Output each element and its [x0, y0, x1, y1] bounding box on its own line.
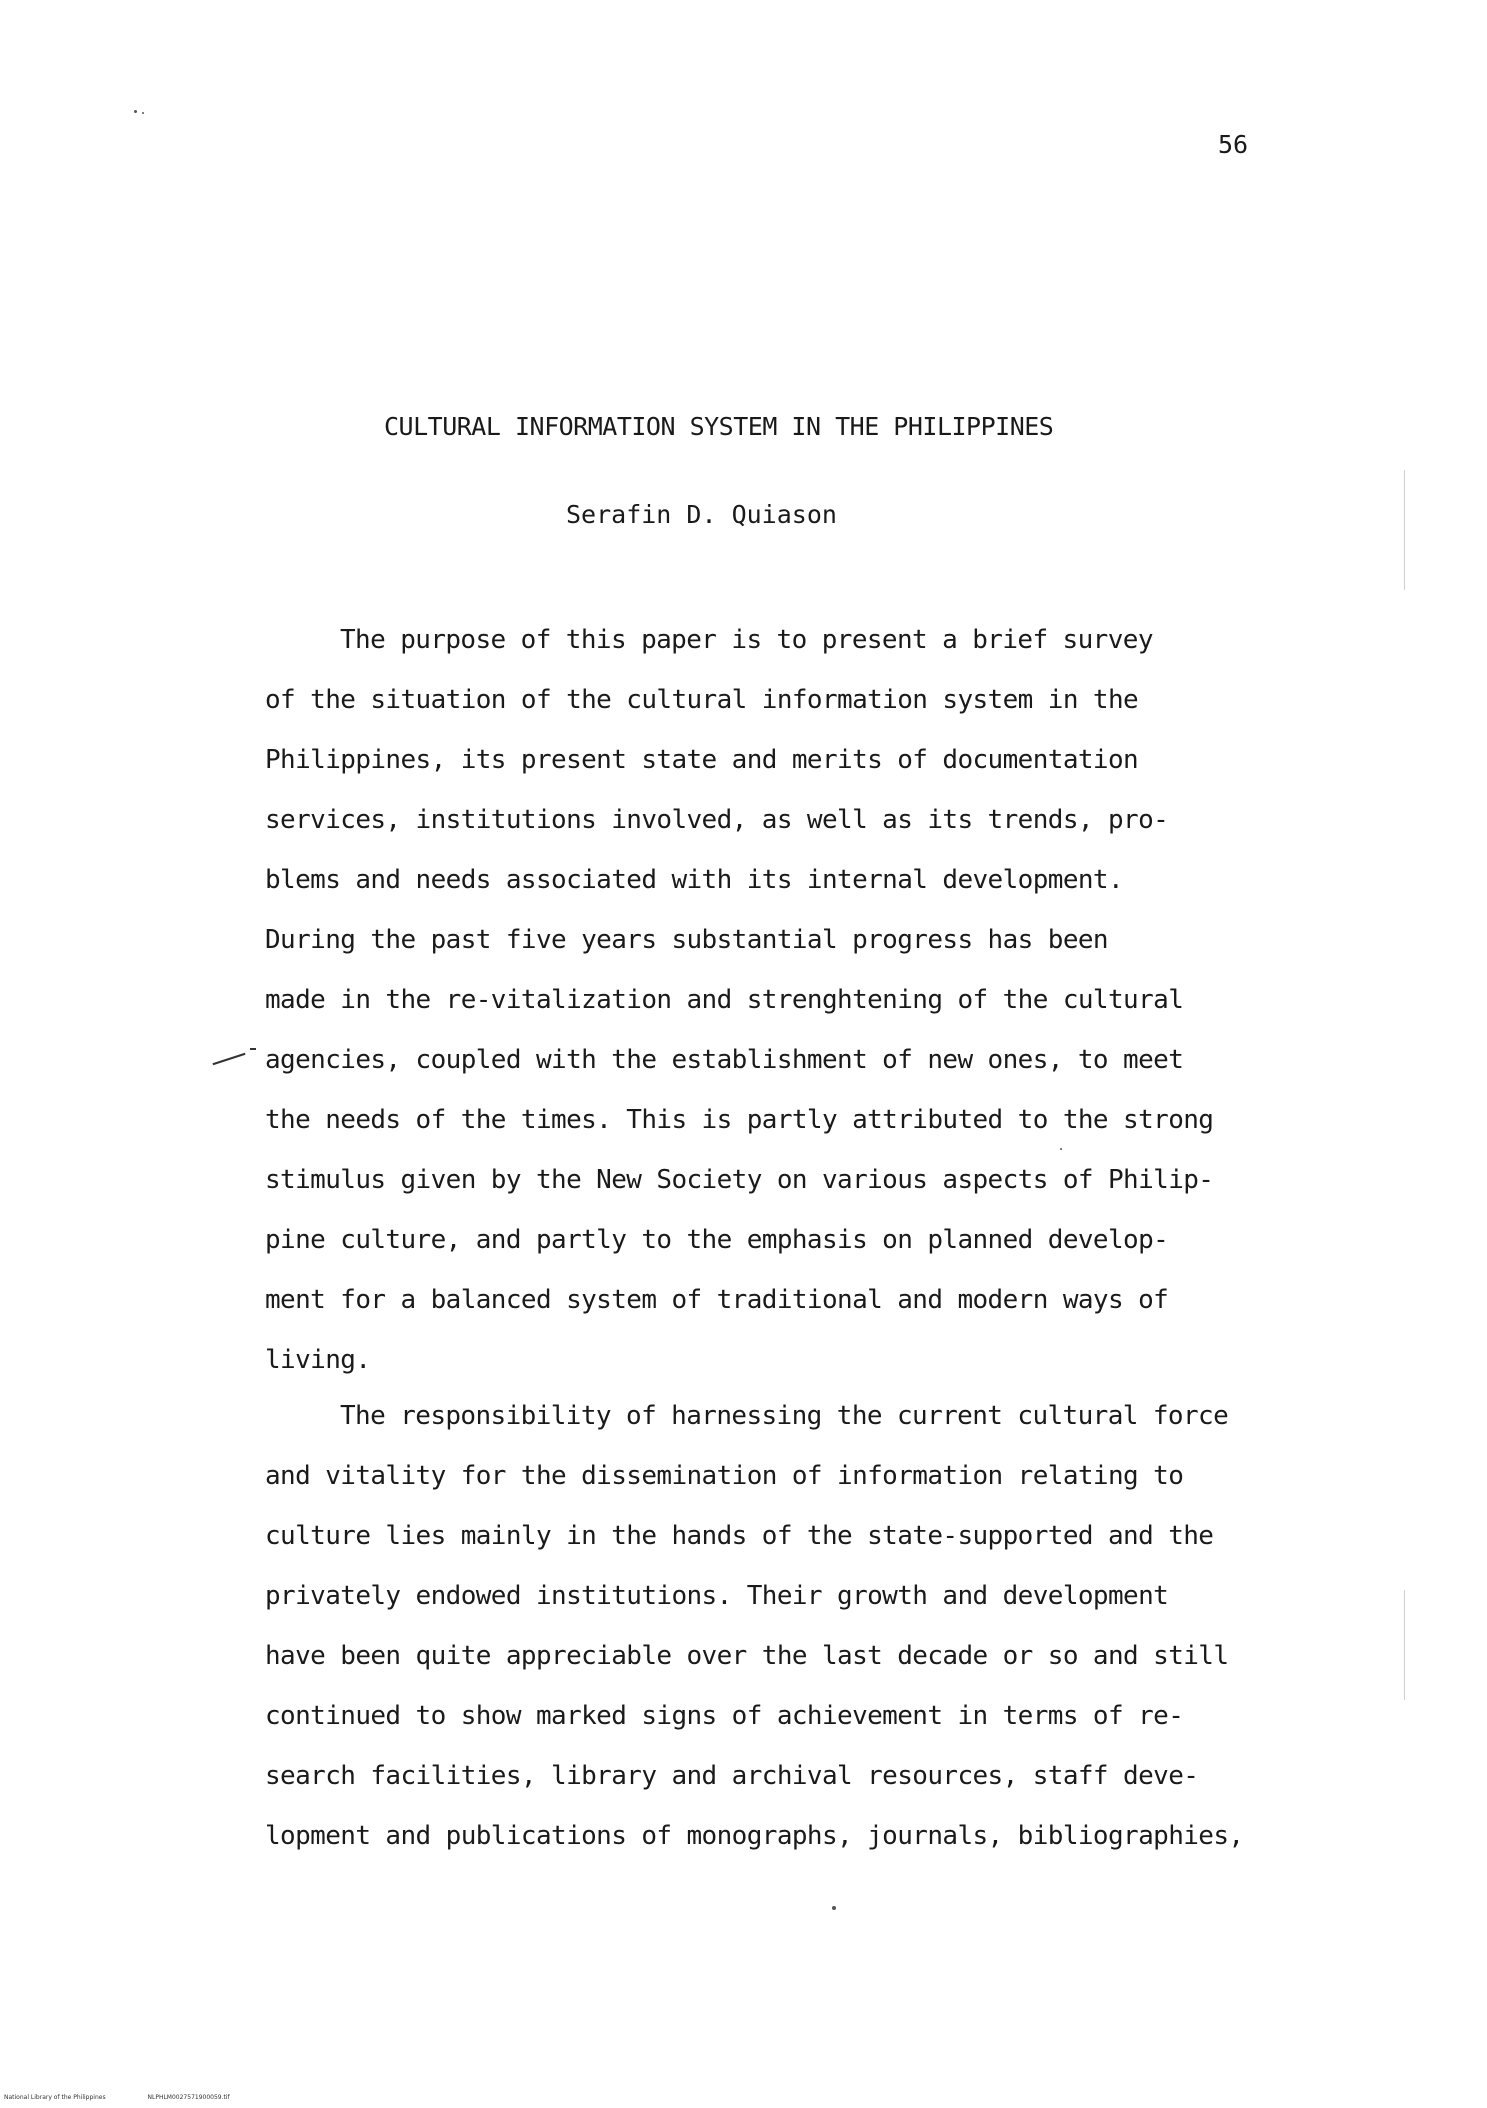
scan-speck	[142, 112, 144, 114]
margin-pen-mark	[213, 1053, 246, 1065]
margin-pen-dot	[250, 1048, 256, 1050]
scan-edge-artifact	[1404, 470, 1405, 590]
text-line: services, institutions involved, as well as its trends, pro-	[265, 805, 1169, 835]
scan-speck	[134, 110, 137, 113]
text-line: and vitality for the dissemination of information relating to	[265, 1461, 1184, 1491]
text-line: The responsibility of harnessing the current cultural force	[340, 1401, 1229, 1431]
text-line: During the past five years substantial progress has been	[265, 925, 1108, 955]
paragraph-2	[265, 1386, 1265, 1866]
text-line: of the situation of the cultural information system in the	[265, 685, 1139, 715]
text-line: privately endowed institutions. Their growth and development	[265, 1581, 1169, 1611]
footer-library: National Library of the Philippines	[4, 2094, 106, 2101]
text-line: search facilities, library and archival resources, staff deve-	[265, 1761, 1199, 1791]
author-name: Serafin D. Quiason	[566, 500, 837, 529]
scan-speck	[832, 1906, 836, 1910]
text-line: made in the re-vitalization and strenghtening of the cultural	[265, 985, 1184, 1015]
text-line: have been quite appreciable over the last decade or so and still	[265, 1641, 1229, 1671]
text-line: lopment and publications of monographs, journals, bibliographies,	[265, 1821, 1244, 1851]
text-line: The purpose of this paper is to present a brief survey	[340, 625, 1153, 655]
paragraph-1	[265, 610, 1265, 1390]
text-line: pine culture, and partly to the emphasis on planned develop-	[265, 1225, 1169, 1255]
text-line: Philippines, its present state and merits of documentation	[265, 745, 1139, 775]
text-line: stimulus given by the New Society on various aspects of Philip-	[265, 1165, 1214, 1195]
text-line: continued to show marked signs of achievement in terms of re-	[265, 1701, 1184, 1731]
scan-footer	[4, 2094, 270, 2101]
page-number: 56	[1218, 130, 1249, 159]
text-line: the needs of the times. This is partly attributed to the strong	[265, 1105, 1214, 1135]
text-line: blems and needs associated with its internal development.	[265, 865, 1124, 895]
text-line: living.	[265, 1345, 371, 1375]
text-line: ment for a balanced system of traditional and modern ways of	[265, 1285, 1169, 1315]
scan-speck	[1060, 1148, 1062, 1150]
document-title: CULTURAL INFORMATION SYSTEM IN THE PHILIPPINES	[384, 412, 1054, 441]
text-line: agencies, coupled with the establishment of new ones, to meet	[265, 1045, 1184, 1075]
footer-file-id: NLPHLM0027571900059.tif	[147, 2094, 230, 2101]
scan-edge-artifact	[1404, 1590, 1405, 1700]
text-line: culture lies mainly in the hands of the state-supported and the	[265, 1521, 1214, 1551]
